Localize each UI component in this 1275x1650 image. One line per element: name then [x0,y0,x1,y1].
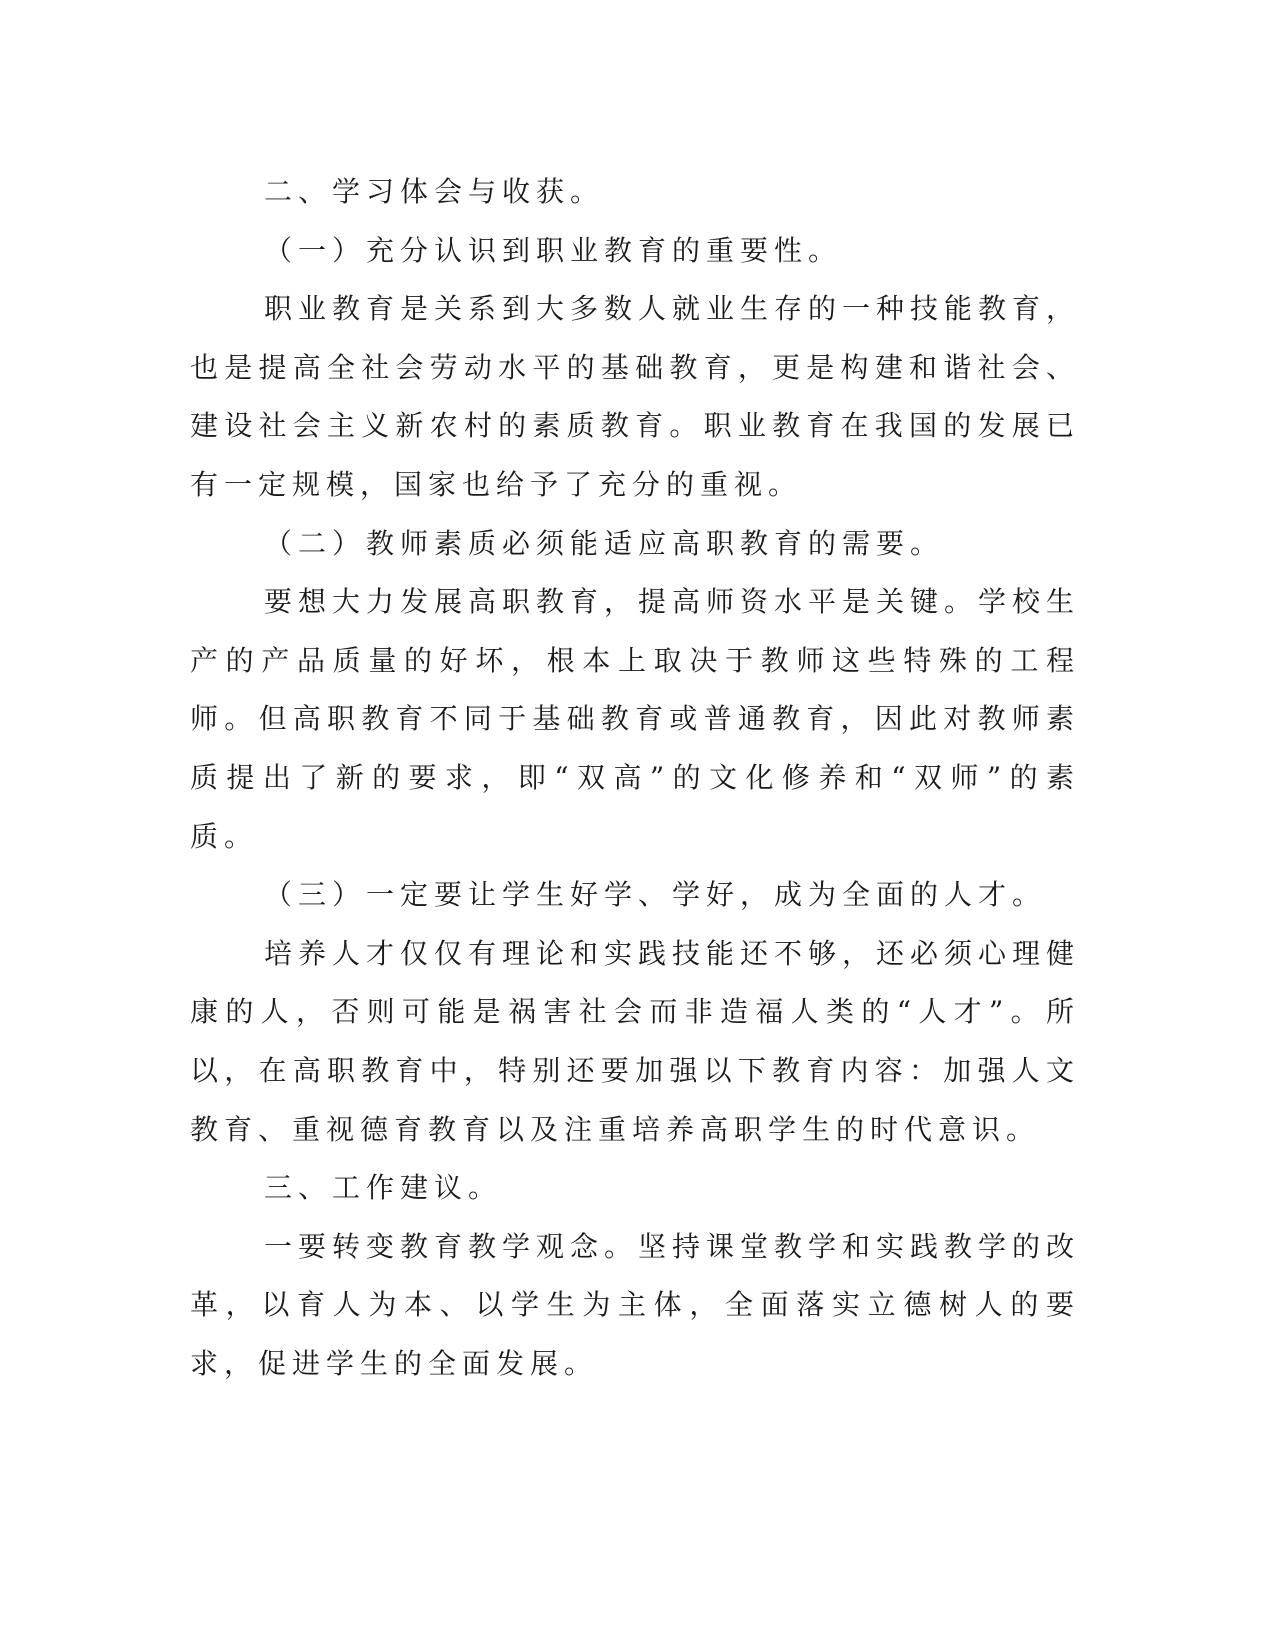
section-2-heading: 二、学习体会与收获。 [264,175,605,208]
section-3-body: 一要转变教育教学观念。坚持课堂教学和实践教学的改革，以育人为本、以学生为主体，全面落实立德树人的要求，促进学生的全面发展。 [190,1229,1081,1380]
subsection-3-body: 培养人才仅仅有理论和实践技能还不够，还必须心理健康的人，否则可能是祸害社会而非造福人类的“人才”。所以，在高职教育中，特别还要加强以下教育内容：加强人文教育、重视德育教育以及注重培养高职学生的时代意识。 [190,936,1081,1146]
subsection-1-heading: （一）充分认识到职业教育的重要性。 [264,233,843,267]
document-body [190,163,1080,1393]
section-3-heading: 三、工作建议。 [264,1171,503,1205]
subsection-1-body: 职业教育是关系到大多数人就业生存的一种技能教育，也是提高全社会劳动水平的基础教育，更是构建和谐社会、建设社会主义新农村的素质教育。职业教育在我国的发展已有一定规模，国家也给予了充分的重视。 [190,292,1081,501]
subsection-2-heading: （二）教师素质必须能适应高职教育的需要。 [264,526,945,560]
subsection-2-body: 要想大力发展高职教育，提高师资水平是关键。学校生产的产品质量的好坏，根本上取决于教师这些特殊的工程师。但高职教育不同于基础教育或普通教育，因此对教师素质提出了新的要求，即“双高”的文化修养和“双师”的素质。 [190,585,1081,853]
subsection-3-heading: （三）一定要让学生好学、学好，成为全面的人才。 [264,878,1047,912]
